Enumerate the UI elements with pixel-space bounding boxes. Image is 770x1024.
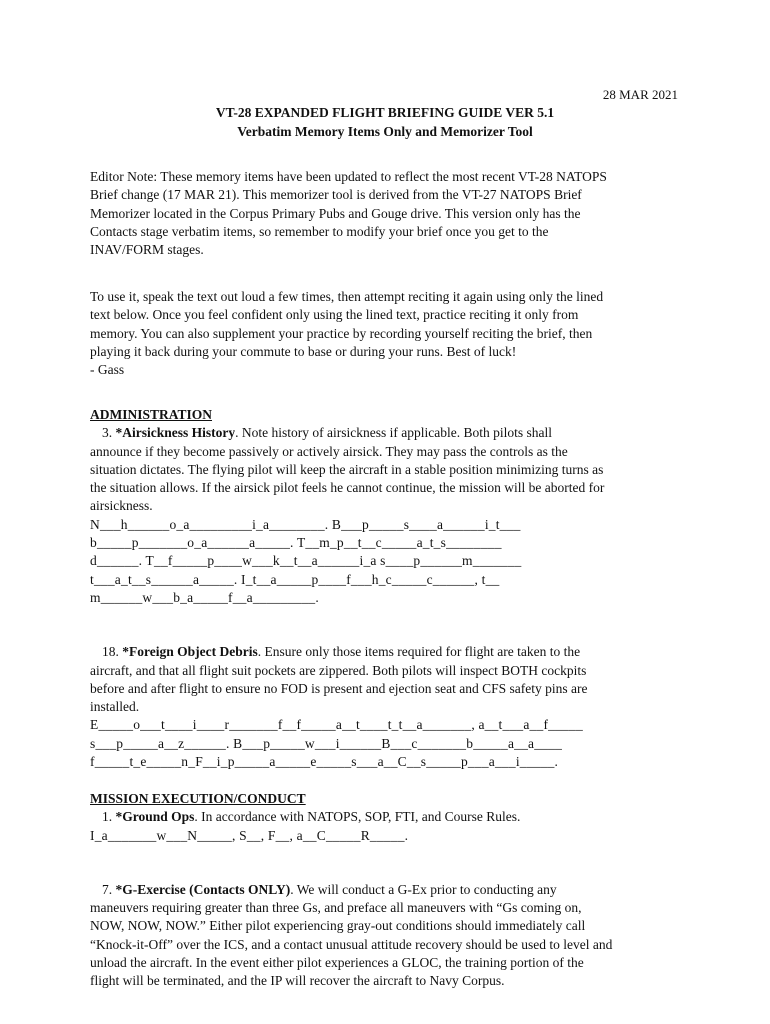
item-ground-ops [90, 808, 690, 826]
editor-note-line: Brief change (17 MAR 21). This memorizer tool is derived from the VT-27 NATOPS Brief [90, 187, 582, 203]
memorizer-line: f_____t_e_____n_F__i_p_____a_____e_____s___a__C__s_____p___a___i_____. [90, 754, 559, 770]
item-airsickness-history [90, 424, 690, 442]
usage-note-line: text below. Once you feel confident only using the lined text, practice reciting it only from [90, 307, 579, 323]
item-number: 7. [102, 881, 113, 897]
item-text-line: maneuvers requiring greater than three Gs, and preface all maneuvers with “Gs coming on, [90, 900, 582, 916]
item-text-line: situation dictates. The flying pilot will keep the aircraft in a stable position minimizing turns as [90, 461, 604, 477]
memorizer-line: I_a_______w___N_____, S__, F__, a__C_____R_____. [90, 827, 409, 843]
section-heading: MISSION EXECUTION/CONDUCT [90, 791, 306, 806]
spacer [90, 863, 690, 881]
item-text-line: before and after flight to ensure no FOD is present and ejection seat and CFS safety pins are [90, 680, 588, 696]
usage-note-line: memory. You can also supplement your practice by recording yourself reciting the brief, then [90, 325, 593, 341]
administration-section [90, 406, 690, 771]
item-text-line: flight will be terminated, and the IP will recover the aircraft to Navy Corpus. [90, 973, 505, 989]
document-subtitle: Verbatim Memory Items Only and Memorizer Tool [237, 124, 533, 139]
editor-note-line: Memorizer located in the Corpus Primary Pubs and Gouge drive. This version only has the [90, 205, 581, 221]
item-text: . In accordance with NATOPS, SOP, FTI, and Course Rules. [194, 809, 521, 825]
memorizer-line: s___p_____a__z______. B___p_____w___i______B___c_______b_____a__a____ [90, 735, 563, 751]
mission-section [90, 790, 690, 991]
item-title: *Foreign Object Debris [122, 644, 258, 660]
item-text-line: unload the aircraft. In the event either pilot experiences a GLOC, the training portion of the [90, 955, 584, 971]
item-number: 18. [102, 644, 119, 660]
usage-note [90, 288, 690, 379]
spacer [90, 625, 690, 643]
editor-note-line: Contacts stage verbatim items, so remember to modify your brief once you get to the [90, 223, 549, 239]
item-title: *Ground Ops [115, 809, 195, 825]
spacer [90, 845, 690, 863]
memorizer-line: t___a_t__s______a_____. I_t__a_____p____f___h_c_____c______, t__ [90, 571, 500, 587]
document-title: VT-28 EXPANDED FLIGHT BRIEFING GUIDE VER 5.1 [215, 105, 555, 120]
memorizer-line: d______. T__f_____p____w___k__t__a______i_a s____p______m_______ [90, 553, 522, 569]
memorizer-line: b_____p_______o_a______a_____. T__m_p__t__c_____a_t_s________ [90, 535, 502, 551]
spacer [90, 607, 690, 625]
usage-note-signature: - Gass [90, 362, 125, 378]
item-text: . We will conduct a G-Ex prior to conducting any [290, 881, 557, 897]
editor-note-line: Editor Note: These memory items have been updated to reflect the most recent VT-28 NATOPS [90, 169, 607, 184]
usage-note-line: playing it back during your commute to base or during your runs. Best of luck! [90, 343, 517, 359]
item-text-line: announce if they become passively or actively airsick. They may pass the controls as the [90, 443, 568, 459]
item-text-line: NOW, NOW, NOW.” Either pilot experiencing gray-out conditions should immediately call [90, 918, 586, 934]
item-text-line: the situation allows. If the airsick pilot feels he cannot continue, the mission will be aborted for [90, 480, 605, 496]
editor-note-line: INAV/FORM stages. [90, 242, 204, 258]
item-text: . Ensure only those items required for flight are taken to the [257, 644, 581, 660]
item-number: 1. [102, 809, 113, 825]
usage-note-line: To use it, speak the text out loud a few times, then attempt reciting it again using only the lined [90, 289, 604, 304]
item-number: 3. [102, 425, 113, 441]
editor-note [90, 168, 690, 259]
item-title: *G-Exercise (Contacts ONLY) [115, 881, 291, 897]
item-text: . Note history of airsickness if applicable. Both pilots shall [235, 425, 552, 441]
item-text-line: aircraft, and that all flight suit pockets are zippered. Both pilots will inspect BOTH cockpits [90, 662, 587, 678]
memorizer-line: m______w___b_a_____f__a_________. [90, 589, 319, 605]
memorizer-line: E_____o___t____i____r_______f__f_____a__t____t_t__a_______, a__t___a__f_____ [90, 717, 583, 733]
item-text-line: installed. [90, 699, 140, 715]
document-date: 28 MAR 2021 [602, 87, 678, 102]
item-text-line: airsickness. [90, 498, 153, 514]
item-text-line: “Knock-it-Off” over the ICS, and a contact unusual attitude recovery should be used to level and [90, 936, 613, 952]
item-title: *Airsickness History [115, 425, 236, 441]
item-g-exercise [90, 881, 690, 899]
section-heading: ADMINISTRATION [90, 407, 213, 422]
item-foreign-object-debris [90, 643, 690, 661]
memorizer-line: N___h______o_a_________i_a________. B___p_____s____a______i_t___ [90, 516, 521, 532]
